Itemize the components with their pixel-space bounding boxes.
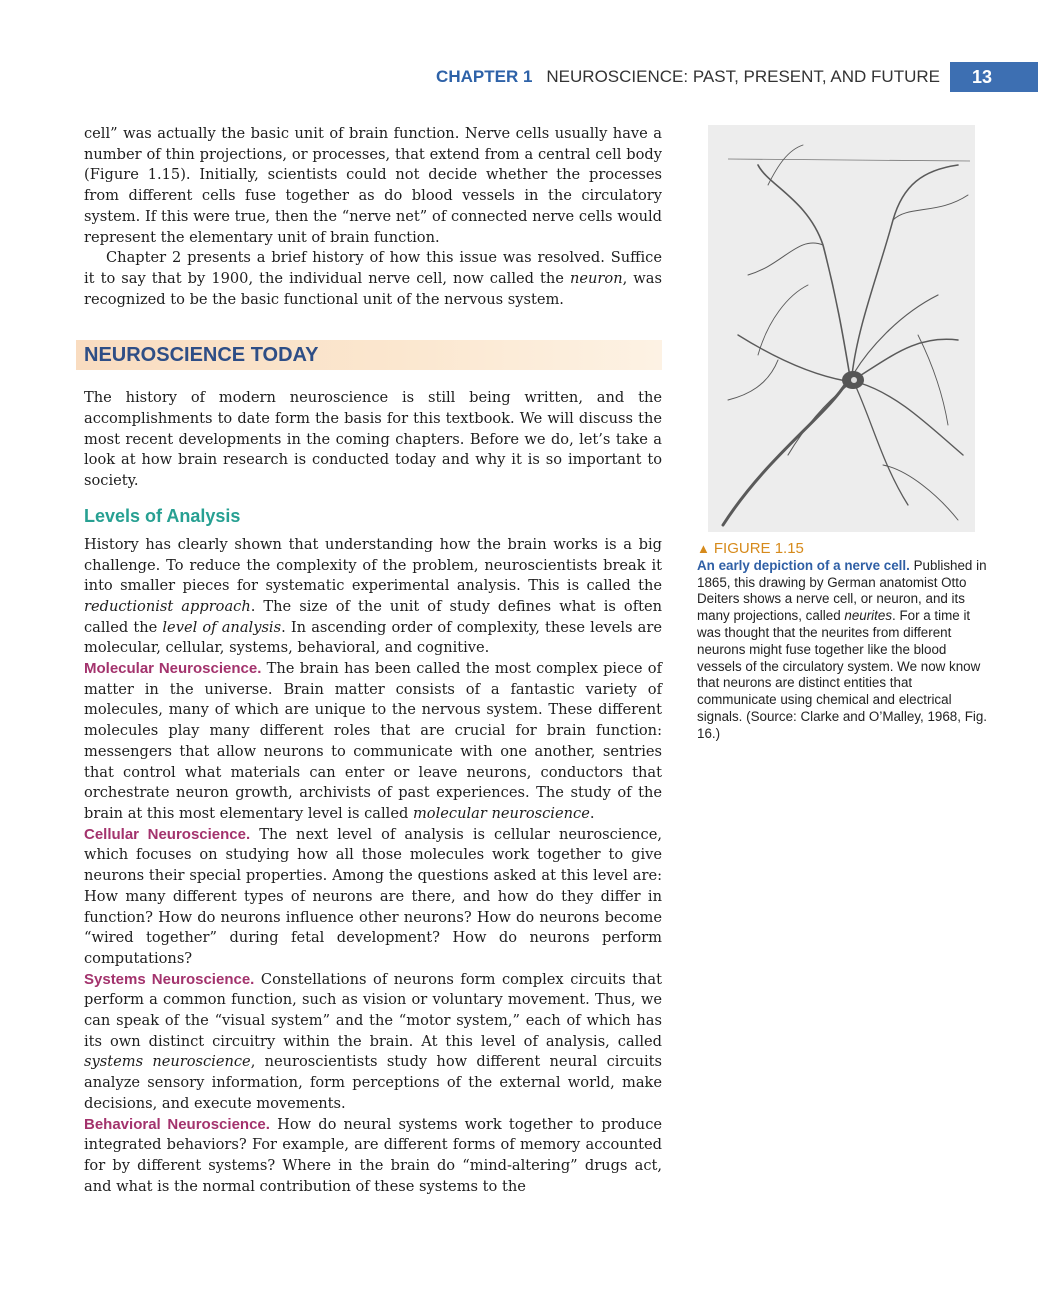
neuron-illustration xyxy=(708,125,975,532)
caption-body xyxy=(697,558,987,743)
emphasis-neurites: neurites xyxy=(844,608,893,624)
section-title: NEUROSCIENCE TODAY xyxy=(84,344,319,367)
page-header xyxy=(0,62,1038,92)
figure-neuron-drawing xyxy=(708,125,975,532)
levels-paragraph xyxy=(84,535,662,659)
text-run: How do neural systems work together to produce integrated behaviors? For example, are different forms of memory accounted for by different systems? Where in the brain do “mind-altering” drugs act, and what is the normal contribution of these systems to the xyxy=(84,1115,663,1195)
text-run: . The size of the unit of study defines what is often called the xyxy=(84,597,662,636)
molecular-paragraph xyxy=(84,659,662,825)
text-run: History has clearly shown that understanding how the brain works is a big challenge. To reduce the complexity of the problem, neuroscientists break it into smaller pieces for systematic experimental analysis. This is called the xyxy=(84,535,662,595)
emphasis-systems: systems neuroscience xyxy=(84,1053,251,1071)
chapter-title: NEUROSCIENCE: PAST, PRESENT, AND FUTURE xyxy=(546,67,940,86)
emphasis-neuron: neuron xyxy=(570,269,623,287)
behavioral-heading: Behavioral Neuroscience. xyxy=(84,1115,270,1133)
main-column xyxy=(84,124,662,1197)
text-run: , was recognized to be the basic functional unit of the nervous system. xyxy=(84,269,662,308)
systems-paragraph xyxy=(84,970,662,1115)
text-run: . For a time it was thought that the neurites from different neurons might fuse together like the blood vessels of the circulatory system. We now know that neurons are distinct entities that communicate using chemical and electrical signals. (Source: Clarke and O’Malley, 1968, Fig. 16.) xyxy=(697,608,988,741)
figure-label xyxy=(697,541,987,558)
page-number: 13 xyxy=(950,62,1038,92)
text-run: Constellations of neurons form complex circuits that perform a common function, such as vision or voluntary movement. Thus, we can speak of the “visual system” and the “motor system,” each of which has its own distinct circuitry within the brain. At this level of analysis, called xyxy=(84,970,663,1050)
text-run: The brain has been called the most complex piece of matter in the universe. Brain matter consists of a fantastic variety of molecules, many of which are unique to the nervous system. These different molecules play many different roles that are crucial for brain function: messengers that allow neurons to communicate with one another, sentries that control what materials can enter or leave neurons, conductors that orchestrate neuron growth, archivists of past experiences. The study of the brain at this most elementary level is called xyxy=(84,660,662,822)
figure-number: FIGURE 1.15 xyxy=(713,540,804,557)
text-run: Published in 1865, this drawing by German anatomist Otto Deiters shows a nerve cell, or neuron, and its many projections, called xyxy=(697,557,987,624)
behavioral-paragraph xyxy=(84,1115,662,1198)
systems-heading: Systems Neuroscience. xyxy=(84,970,255,988)
molecular-heading: Molecular Neuroscience. xyxy=(84,660,262,678)
figure-caption xyxy=(697,541,987,743)
chapter-label: CHAPTER 1 xyxy=(436,67,533,86)
running-head xyxy=(436,67,940,87)
text-run: . xyxy=(589,804,595,822)
text-run: . In ascending order of complexity, these levels are molecular, cellular, systems, behavioral, and cognitive. xyxy=(84,618,662,657)
intro-paragraph-1: cell” was actually the basic unit of brain function. Nerve cells usually have a number of thin projections, or processes, that extend from a central cell body (Figure 1.15). Initially, scientists could not decide whether the processes from different cells fuse together as do blood vessels in the circulatory system. If this were true, then the “nerve net” of connected nerve cells would represent the elementary unit of brain function. xyxy=(84,125,662,246)
cellular-paragraph xyxy=(84,825,662,970)
intro-paragraph-2 xyxy=(84,248,662,310)
triangle-icon: ▲ xyxy=(697,541,710,556)
subsection-title: Levels of Analysis xyxy=(84,505,241,526)
emphasis-molecular: molecular neuroscience xyxy=(412,804,590,822)
emphasis-level-of-analysis: level of analysis xyxy=(162,618,282,636)
section-paragraph: The history of modern neuroscience is still being written, and the accomplishments to date form the basis for this textbook. We will discuss the most recent developments in the coming chapters. Before we do, let’s take a look at how brain research is conducted today and why it is so important to society. xyxy=(84,389,662,490)
cellular-heading: Cellular Neuroscience. xyxy=(84,825,251,843)
emphasis-reductionist: reductionist approach xyxy=(84,597,251,615)
caption-title: An early depiction of a nerve cell. xyxy=(697,557,910,573)
text-run: , neuroscientists study how different neural circuits analyze sensory information, form perceptions of the external world, make decisions, and execute movements. xyxy=(84,1053,662,1112)
text-run: The next level of analysis is cellular neuroscience, which focuses on studying how all those molecules work together to give neurons their special properties. Among the questions asked at this level are: How many different types of neurons are there, and how do they differ in function? How do neurons influence other neurons? How do neurons become “wired together” during fetal development? How do neurons perform computations? xyxy=(84,825,662,967)
text-run: Chapter 2 presents a brief history of how this issue was resolved. Suffice it to say that by 1900, the individual nerve cell, now called the xyxy=(84,249,662,287)
section-heading-band xyxy=(76,340,662,370)
